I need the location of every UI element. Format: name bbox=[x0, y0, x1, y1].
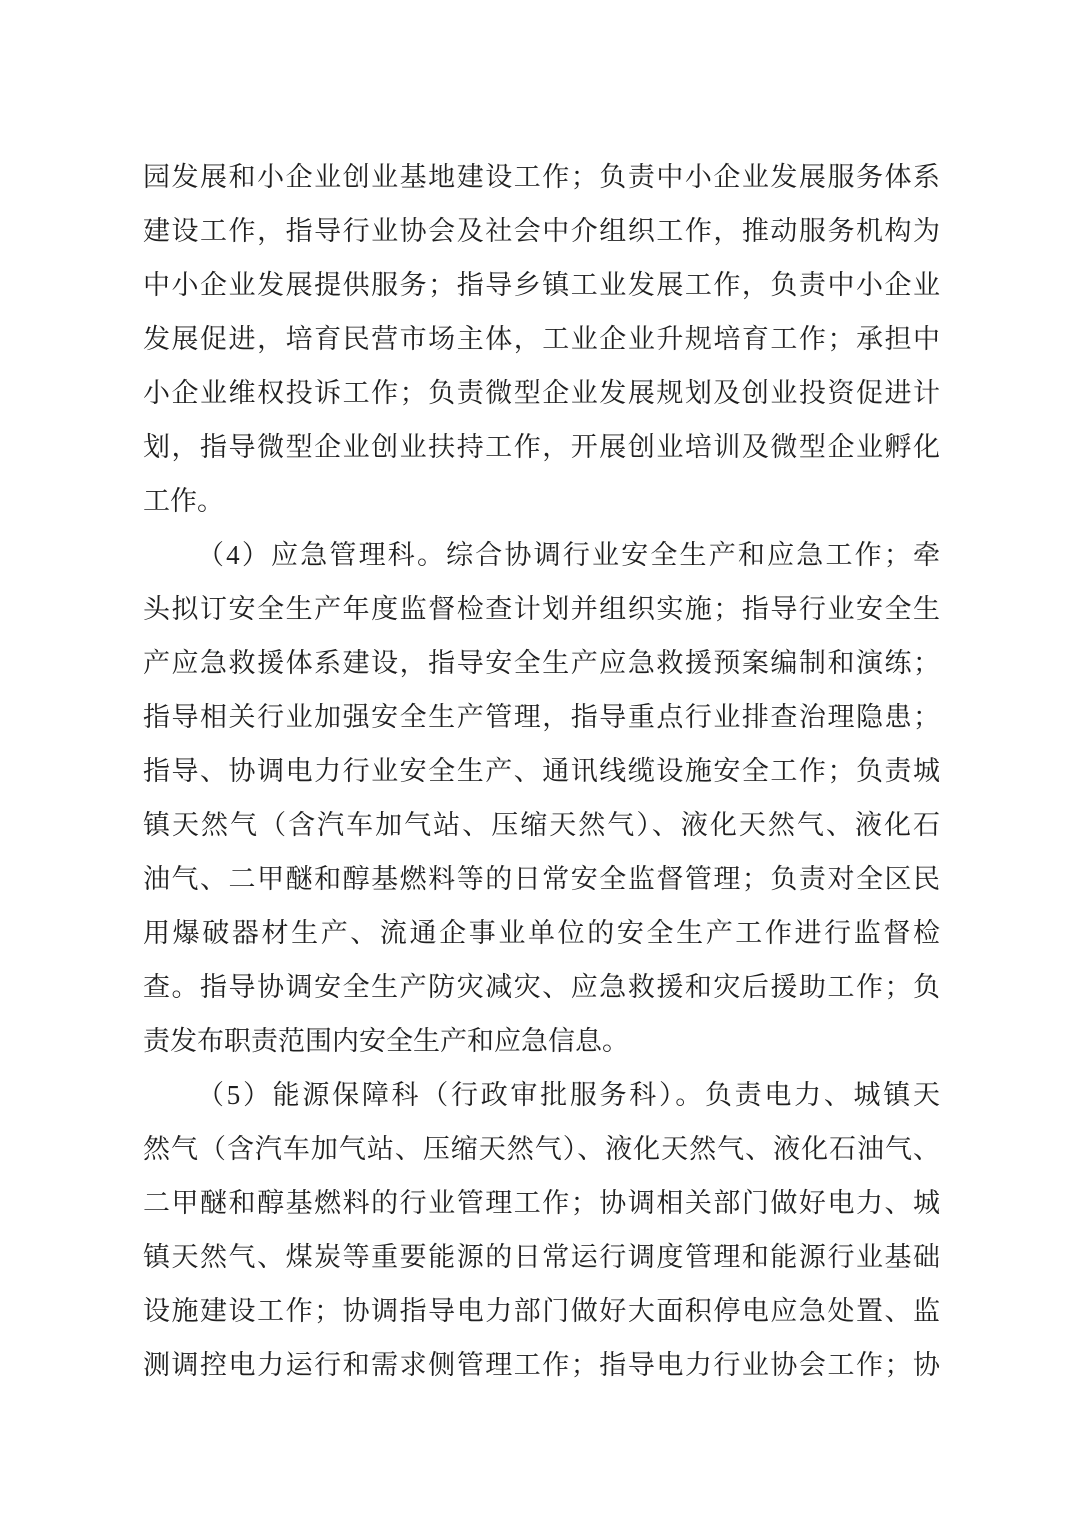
text-line: 指导相关行业加强安全生产管理，指导重点行业排查治理隐患； bbox=[143, 702, 940, 732]
document-body bbox=[143, 150, 940, 1392]
text-line: 设施建设工作；协调指导电力部门做好大面积停电应急处置、监 bbox=[143, 1296, 940, 1326]
text-line: 指导、协调电力行业安全生产、通讯线缆设施安全工作；负责城 bbox=[143, 756, 940, 786]
para-small-enterprise-continuation bbox=[143, 150, 940, 528]
text-line: 测调控电力运行和需求侧管理工作；指导电力行业协会工作；协 bbox=[143, 1350, 940, 1380]
text-line: 中小企业发展提供服务；指导乡镇工业发展工作，负责中小企业 bbox=[143, 270, 940, 300]
text-line: （5）能源保障科（行政审批服务科）。负责电力、城镇天 bbox=[197, 1080, 940, 1110]
text-line: 镇天然气、煤炭等重要能源的日常运行调度管理和能源行业基础 bbox=[143, 1242, 940, 1272]
text-line: 头拟订安全生产年度监督检查计划并组织实施；指导行业安全生 bbox=[143, 594, 940, 624]
text-line: 查。指导协调安全生产防灾减灾、应急救援和灾后援助工作；负 bbox=[143, 972, 940, 1002]
para-5-energy-security-section bbox=[143, 1068, 940, 1392]
text-line: （4）应急管理科。综合协调行业安全生产和应急工作；牵 bbox=[197, 540, 940, 570]
text-line: 责发布职责范围内安全生产和应急信息。 bbox=[143, 1026, 629, 1056]
text-line: 油气、二甲醚和醇基燃料等的日常安全监督管理；负责对全区民 bbox=[143, 864, 940, 894]
text-line: 划，指导微型企业创业扶持工作，开展创业培训及微型企业孵化 bbox=[143, 432, 940, 462]
text-line: 产应急救援体系建设，指导安全生产应急救援预案编制和演练； bbox=[143, 648, 940, 678]
text-line: 然气（含汽车加气站、压缩天然气）、液化天然气、液化石油气、 bbox=[143, 1134, 940, 1164]
text-line: 二甲醚和醇基燃料的行业管理工作；协调相关部门做好电力、城 bbox=[143, 1188, 940, 1218]
text-line: 园发展和小企业创业基地建设工作；负责中小企业发展服务体系 bbox=[143, 162, 940, 192]
text-line: 发展促进，培育民营市场主体，工业企业升规培育工作；承担中 bbox=[143, 324, 940, 354]
text-line: 用爆破器材生产、流通企事业单位的安全生产工作进行监督检 bbox=[143, 918, 940, 948]
text-line: 建设工作，指导行业协会及社会中介组织工作，推动服务机构为 bbox=[143, 216, 940, 246]
text-line: 工作。 bbox=[143, 486, 224, 516]
text-line: 镇天然气（含汽车加气站、压缩天然气）、液化天然气、液化石 bbox=[143, 810, 940, 840]
text-line: 小企业维权投诉工作；负责微型企业发展规划及创业投资促进计 bbox=[143, 378, 940, 408]
para-4-emergency-management-section bbox=[143, 528, 940, 1068]
